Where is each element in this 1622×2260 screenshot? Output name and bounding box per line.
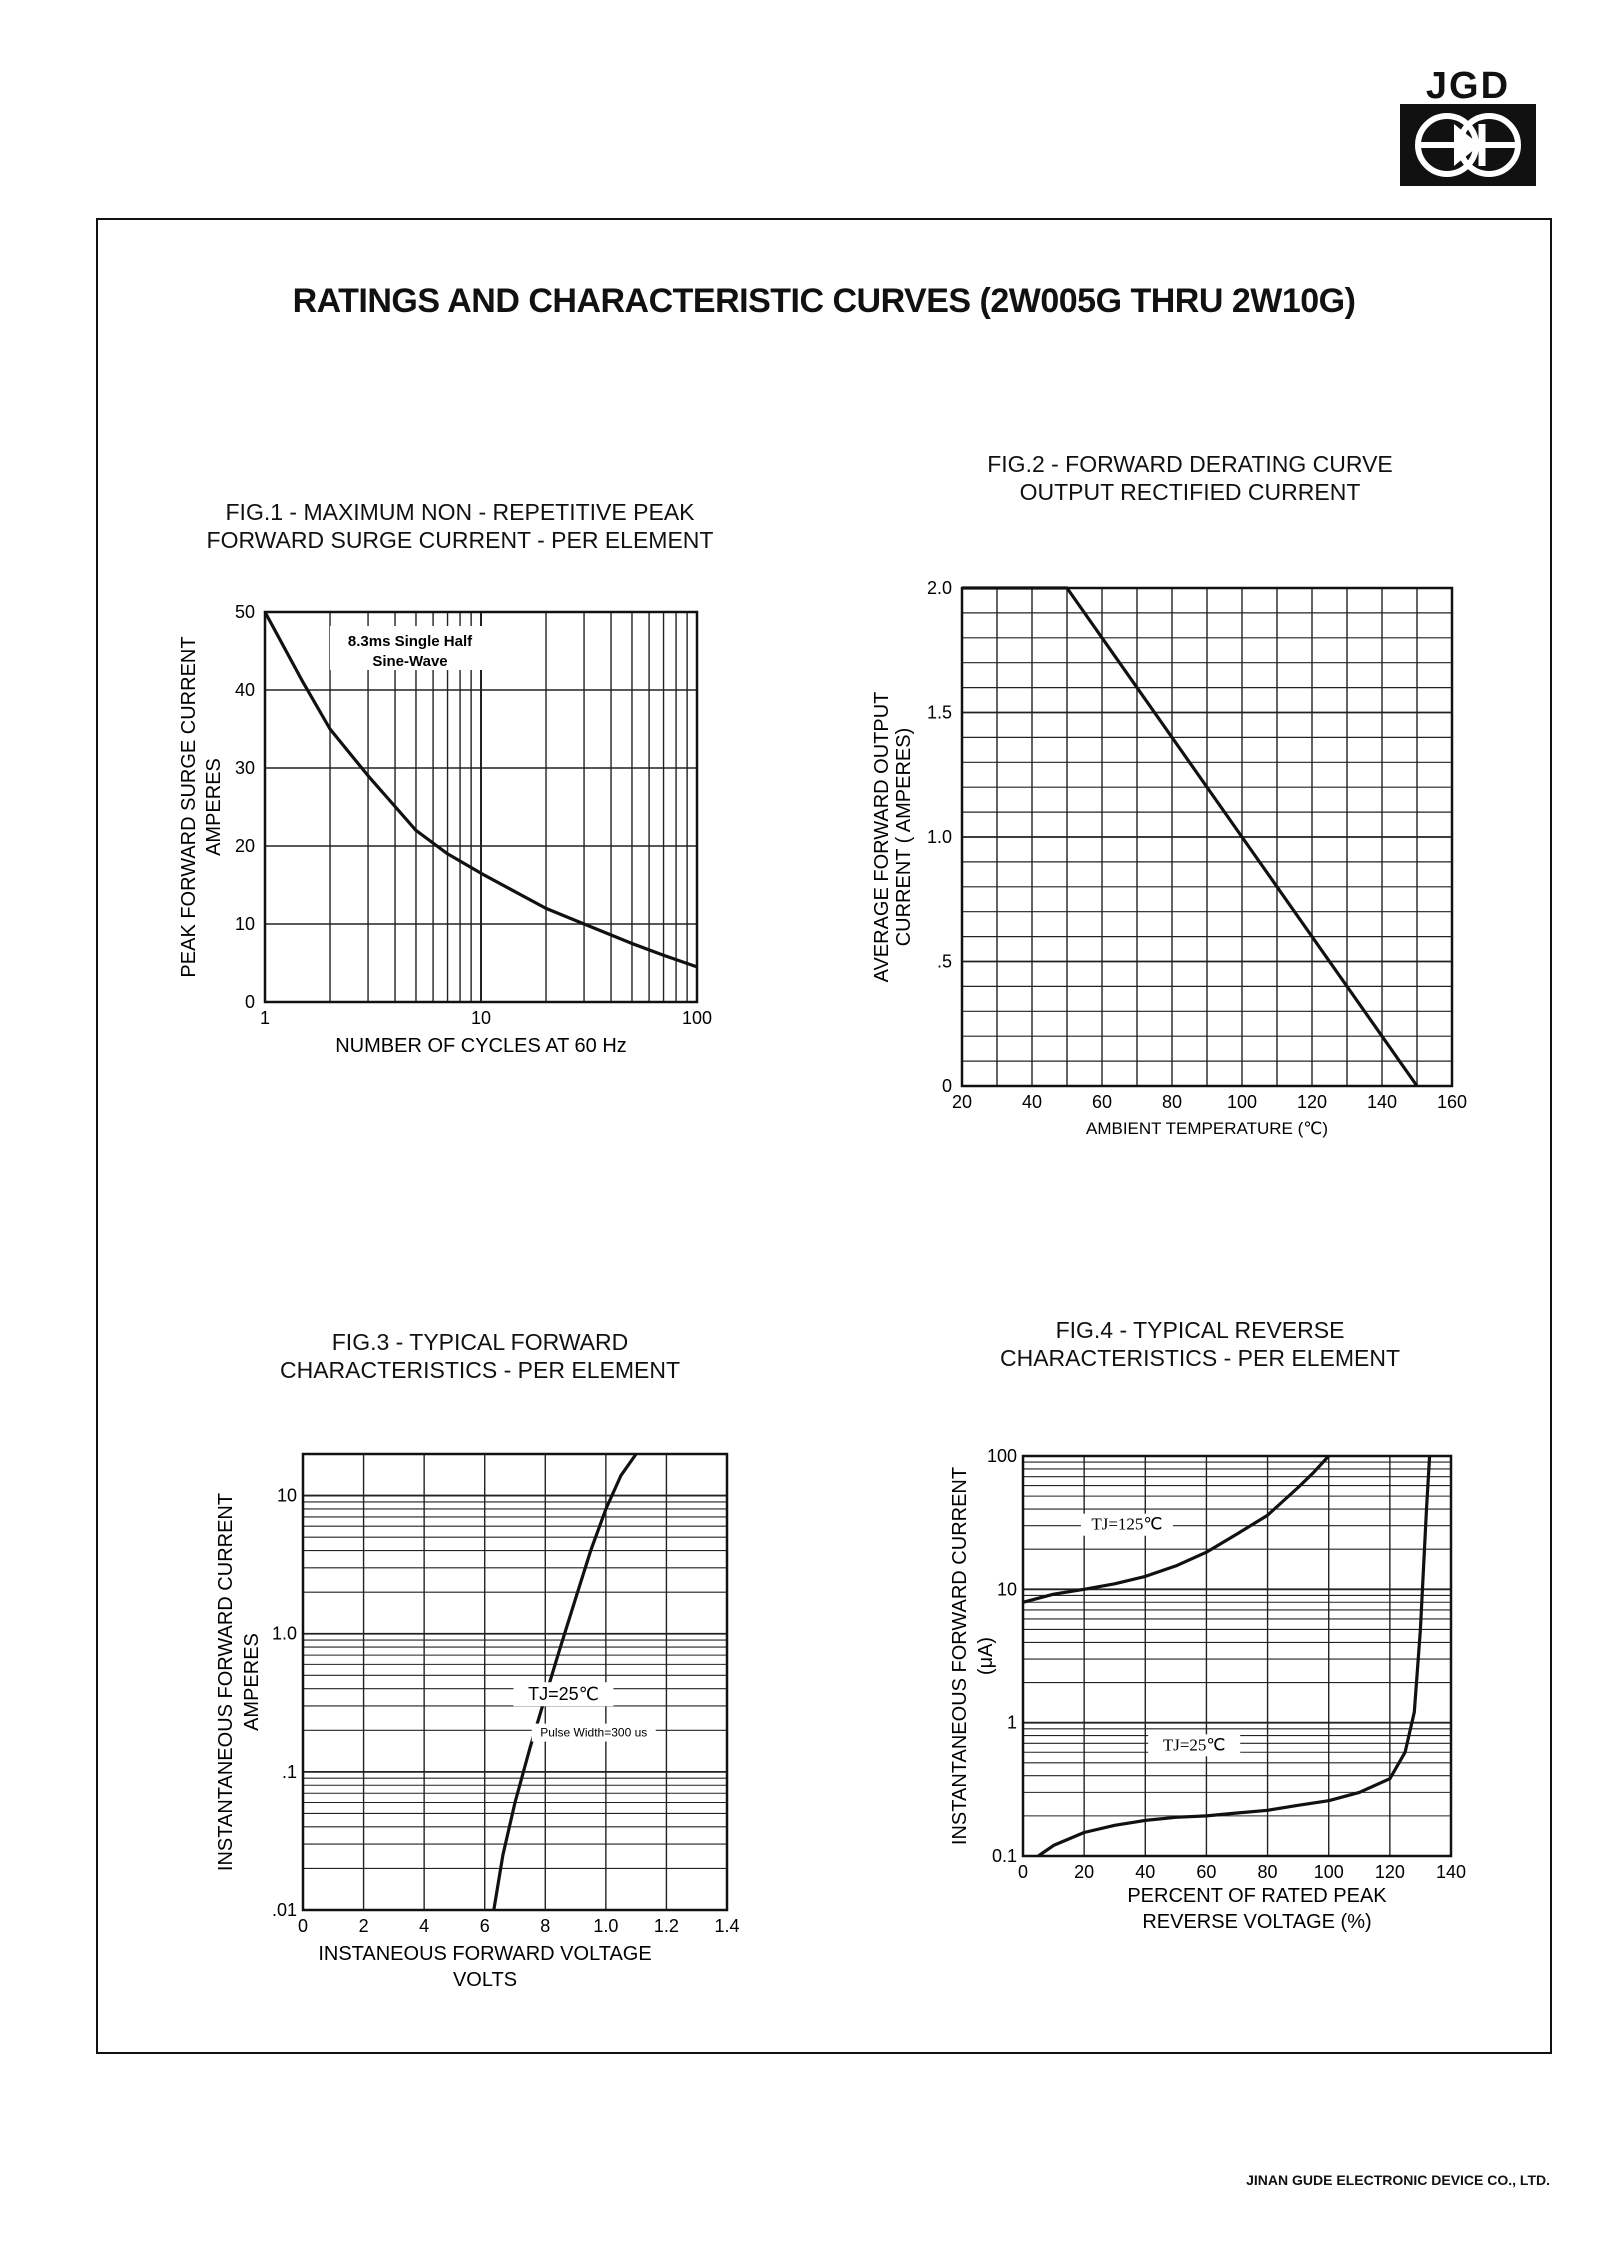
fig3-y-tick-label-3: 10 <box>276 1485 297 1506</box>
fig2-y-tick-label-0: 0 <box>941 1076 952 1096</box>
fig1-title-line1: FIG.1 - MAXIMUM NON - REPETITIVE PEAK <box>225 499 695 525</box>
fig1-x-tick-label-0: 1 <box>259 1008 271 1028</box>
fig2-y-tick-label-3: 1.5 <box>926 702 952 723</box>
fig2-x-tick-label-2: 60 <box>1091 1092 1113 1112</box>
fig2-title-line1: FIG.2 - FORWARD DERATING CURVE <box>987 451 1393 477</box>
fig4-x-tick-label-1: 20 <box>1074 1862 1095 1882</box>
fig1-x-tick-label-2: 100 <box>681 1008 713 1028</box>
logo-brand: JGD <box>1400 68 1536 104</box>
fig1-y-tick-label-4: 40 <box>234 680 255 700</box>
fig2-x-tick-label-5: 120 <box>1296 1092 1328 1112</box>
fig4-x-tick-label-4: 80 <box>1257 1862 1278 1882</box>
fig2-x-tick-label-1: 40 <box>1021 1092 1043 1112</box>
fig2-y-tick-label-2: 1.0 <box>926 827 952 847</box>
fig2-x-tick-label-6: 140 <box>1366 1092 1398 1112</box>
fig4-x-tick-label-3: 60 <box>1196 1862 1217 1882</box>
fig4-y-axis-label-0: INSTANTANEOUS FORWARD CURRENT <box>949 1466 971 1846</box>
fig3-title-line2: CHARACTERISTICS - PER ELEMENT <box>280 1357 680 1383</box>
fig1-y-tick-label-2: 20 <box>234 836 255 856</box>
fig3-series-line <box>494 1454 636 1910</box>
fig1-y-tick-label-5: 50 <box>234 602 255 622</box>
fig3-x-tick-label-2: 4 <box>419 1916 430 1936</box>
fig4-y-tick-label-2: 10 <box>996 1579 1017 1600</box>
fig3-y-axis-label-1: AMPERES <box>241 1633 263 1731</box>
fig3-y-tick-label-1: .1 <box>281 1761 297 1782</box>
fig1-annotation-1: Sine-Wave <box>372 653 448 670</box>
fig4-x-tick-label-2: 40 <box>1135 1862 1156 1882</box>
fig4-title-line1: FIG.4 - TYPICAL REVERSE <box>1055 1317 1345 1343</box>
fig2-title-line2: OUTPUT RECTIFIED CURRENT <box>1019 479 1361 505</box>
fig3-y-axis-label-0: INSTANTANEOUS FORWARD CURRENT <box>215 1492 237 1872</box>
fig4-y-tick-label-1: 1 <box>1006 1712 1017 1733</box>
fig4-series-label-0: TJ=125℃ <box>1091 1514 1163 1534</box>
fig3-x-axis-label-0: INSTANEOUS FORWARD VOLTAGE <box>318 1943 652 1965</box>
fig3-x-tick-label-7: 1.4 <box>714 1916 740 1936</box>
fig1-title-line2: FORWARD SURGE CURRENT - PER ELEMENT <box>206 527 714 553</box>
fig2-x-axis-label: AMBIENT TEMPERATURE (℃) <box>1085 1119 1329 1138</box>
fig3-x-tick-label-3: 6 <box>479 1916 490 1936</box>
fig3-x-tick-label-4: 8 <box>540 1916 551 1936</box>
fig1-x-axis-label: NUMBER OF CYCLES AT 60 Hz <box>335 1035 627 1057</box>
fig4-x-tick-label-0: 0 <box>1017 1862 1029 1882</box>
fig3-annotation-pulse: Pulse Width=300 us <box>540 1725 648 1740</box>
fig4-x-tick-label-7: 140 <box>1435 1862 1467 1882</box>
fig3-y-tick-label-2: 1.0 <box>271 1623 297 1644</box>
fig2-x-tick-label-3: 80 <box>1161 1092 1183 1112</box>
fig3-x-tick-label-6: 1.2 <box>653 1916 679 1936</box>
fig2-y-axis-label-0: AVERAGE FORWARD OUTPUT <box>871 691 893 983</box>
fig1-y-tick-label-0: 0 <box>244 992 255 1012</box>
fig2-y-tick-label-1: .5 <box>936 951 952 972</box>
fig3-annotation-tj: TJ=25℃ <box>528 1684 599 1705</box>
fig3-title-line1: FIG.3 - TYPICAL FORWARD <box>331 1329 629 1355</box>
footer-company: JINAN GUDE ELECTRONIC DEVICE CO., LTD. <box>1246 2172 1550 2188</box>
fig3-x-tick-label-0: 0 <box>297 1916 309 1936</box>
page-title: RATINGS AND CHARACTERISTIC CURVES (2W005G THRU 2W10G) <box>292 282 1356 320</box>
fig4-series-label-1: TJ=25℃ <box>1162 1735 1226 1755</box>
fig4-y-axis-label-1: (μA) <box>975 1636 997 1676</box>
fig4-title-line2: CHARACTERISTICS - PER ELEMENT <box>1000 1345 1400 1371</box>
fig1-annotation-0: 8.3ms Single Half <box>347 633 473 650</box>
fig4-y-tick-label-0: 0.1 <box>991 1846 1017 1866</box>
fig1-y-tick-label-3: 30 <box>234 758 255 778</box>
fig1-x-tick-label-1: 10 <box>470 1008 492 1028</box>
fig3-x-axis-label-1: VOLTS <box>452 1969 518 1991</box>
fig2-x-tick-label-0: 20 <box>951 1092 973 1112</box>
fig1-y-tick-label-1: 10 <box>234 914 255 934</box>
fig3-x-tick-label-5: 1.0 <box>593 1916 619 1936</box>
fig3-x-tick-label-1: 2 <box>358 1916 369 1936</box>
fig4-x-axis-label-0: PERCENT OF RATED PEAK <box>1127 1885 1387 1907</box>
fig4-y-tick-label-3: 100 <box>986 1446 1017 1466</box>
fig4-x-tick-label-5: 100 <box>1313 1862 1344 1882</box>
fig1-y-axis-label-0: PEAK FORWARD SURGE CURRENT <box>178 636 200 978</box>
fig4-x-axis-label-1: REVERSE VOLTAGE (%) <box>1142 1911 1372 1933</box>
fig2-y-tick-label-4: 2.0 <box>926 578 952 598</box>
fig2-y-axis-label-1: CURRENT ( AMPERES) <box>893 727 915 947</box>
fig3-y-tick-label-0: .01 <box>271 1900 297 1920</box>
fig1-y-axis-label-1: AMPERES <box>203 758 225 856</box>
fig2-x-tick-label-7: 160 <box>1436 1092 1468 1112</box>
fig3-plot-frame <box>303 1454 727 1910</box>
fig4-series-line-0 <box>1023 1456 1329 1602</box>
fig4-x-tick-label-6: 120 <box>1374 1862 1405 1882</box>
fig2-x-tick-label-4: 100 <box>1226 1092 1258 1112</box>
